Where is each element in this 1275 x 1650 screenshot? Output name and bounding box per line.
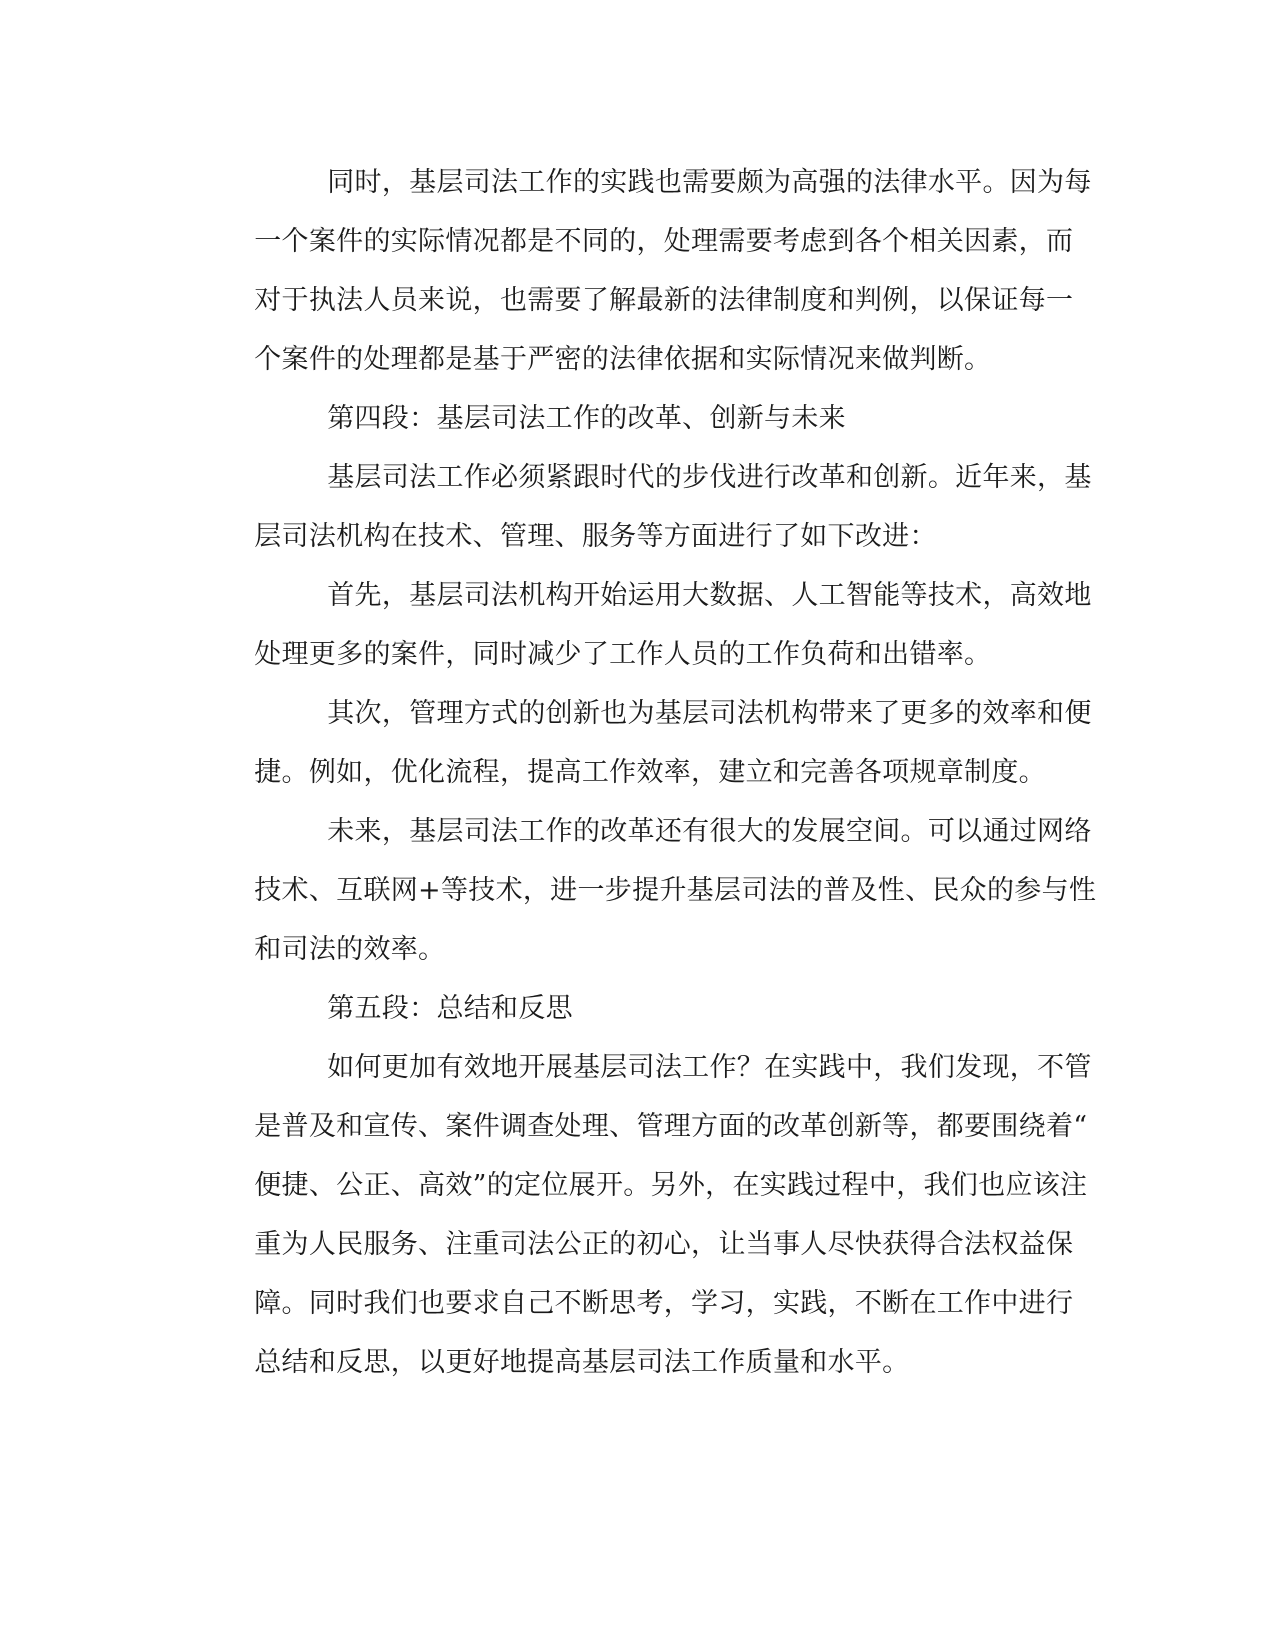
paragraph-legal-expertise	[180, 153, 1092, 389]
paragraph-technology	[180, 566, 1092, 684]
heading-text: 第四段：基层司法工作的改革、创新与未来	[327, 403, 846, 434]
text-line: 是普及和宣传、案件调查处理、管理方面的改革创新等，都要围绕着“	[254, 1111, 1088, 1142]
text-line: 和司法的效率。	[254, 934, 446, 965]
text-line: 其次，管理方式的创新也为基层司法机构带来了更多的效率和便	[327, 698, 1092, 729]
text-line: 层司法机构在技术、管理、服务等方面进行了如下改进：	[254, 521, 937, 552]
paragraph-reform-intro	[180, 448, 1092, 566]
text-line: 总结和反思，以更好地提高基层司法工作质量和水平。	[254, 1347, 910, 1378]
document-body	[180, 153, 1097, 1392]
text-line: 如何更加有效地开展基层司法工作？在实践中，我们发现，不管	[327, 1052, 1092, 1083]
paragraph-summary	[180, 1038, 1092, 1392]
text-line: 个案件的处理都是基于严密的法律依据和实际情况来做判断。	[254, 344, 992, 375]
text-line: 未来，基层司法工作的改革还有很大的发展空间。可以通过网络	[327, 816, 1092, 847]
text-line: 首先，基层司法机构开始运用大数据、人工智能等技术，高效地	[327, 580, 1092, 611]
text-line: 障。同时我们也要求自己不断思考，学习，实践，不断在工作中进行	[254, 1288, 1074, 1319]
paragraph-future	[180, 802, 1097, 979]
heading-text: 第五段：总结和反思	[327, 993, 573, 1024]
text-line: 处理更多的案件，同时减少了工作人员的工作负荷和出错率。	[254, 639, 992, 670]
text-line: 重为人民服务、注重司法公正的初心，让当事人尽快获得合法权益保	[254, 1229, 1074, 1260]
text-line: 便捷、公正、高效”的定位展开。另外，在实践过程中，我们也应该注	[254, 1170, 1088, 1201]
text-line: 基层司法工作必须紧跟时代的步伐进行改革和创新。近年来，基	[327, 462, 1092, 493]
section-heading-4	[180, 389, 1030, 448]
text-line: 同时，基层司法工作的实践也需要颇为高强的法律水平。因为每	[327, 167, 1092, 198]
text-line: 一个案件的实际情况都是不同的，处理需要考虑到各个相关因素，而	[254, 226, 1074, 257]
paragraph-management	[180, 684, 1092, 802]
section-heading-5	[180, 979, 1030, 1038]
text-line: 对于执法人员来说，也需要了解最新的法律制度和判例，以保证每一	[254, 285, 1074, 316]
text-line: 技术、互联网+等技术，进一步提升基层司法的普及性、民众的参与性	[254, 875, 1097, 906]
text-line: 捷。例如，优化流程，提高工作效率，建立和完善各项规章制度。	[254, 757, 1046, 788]
